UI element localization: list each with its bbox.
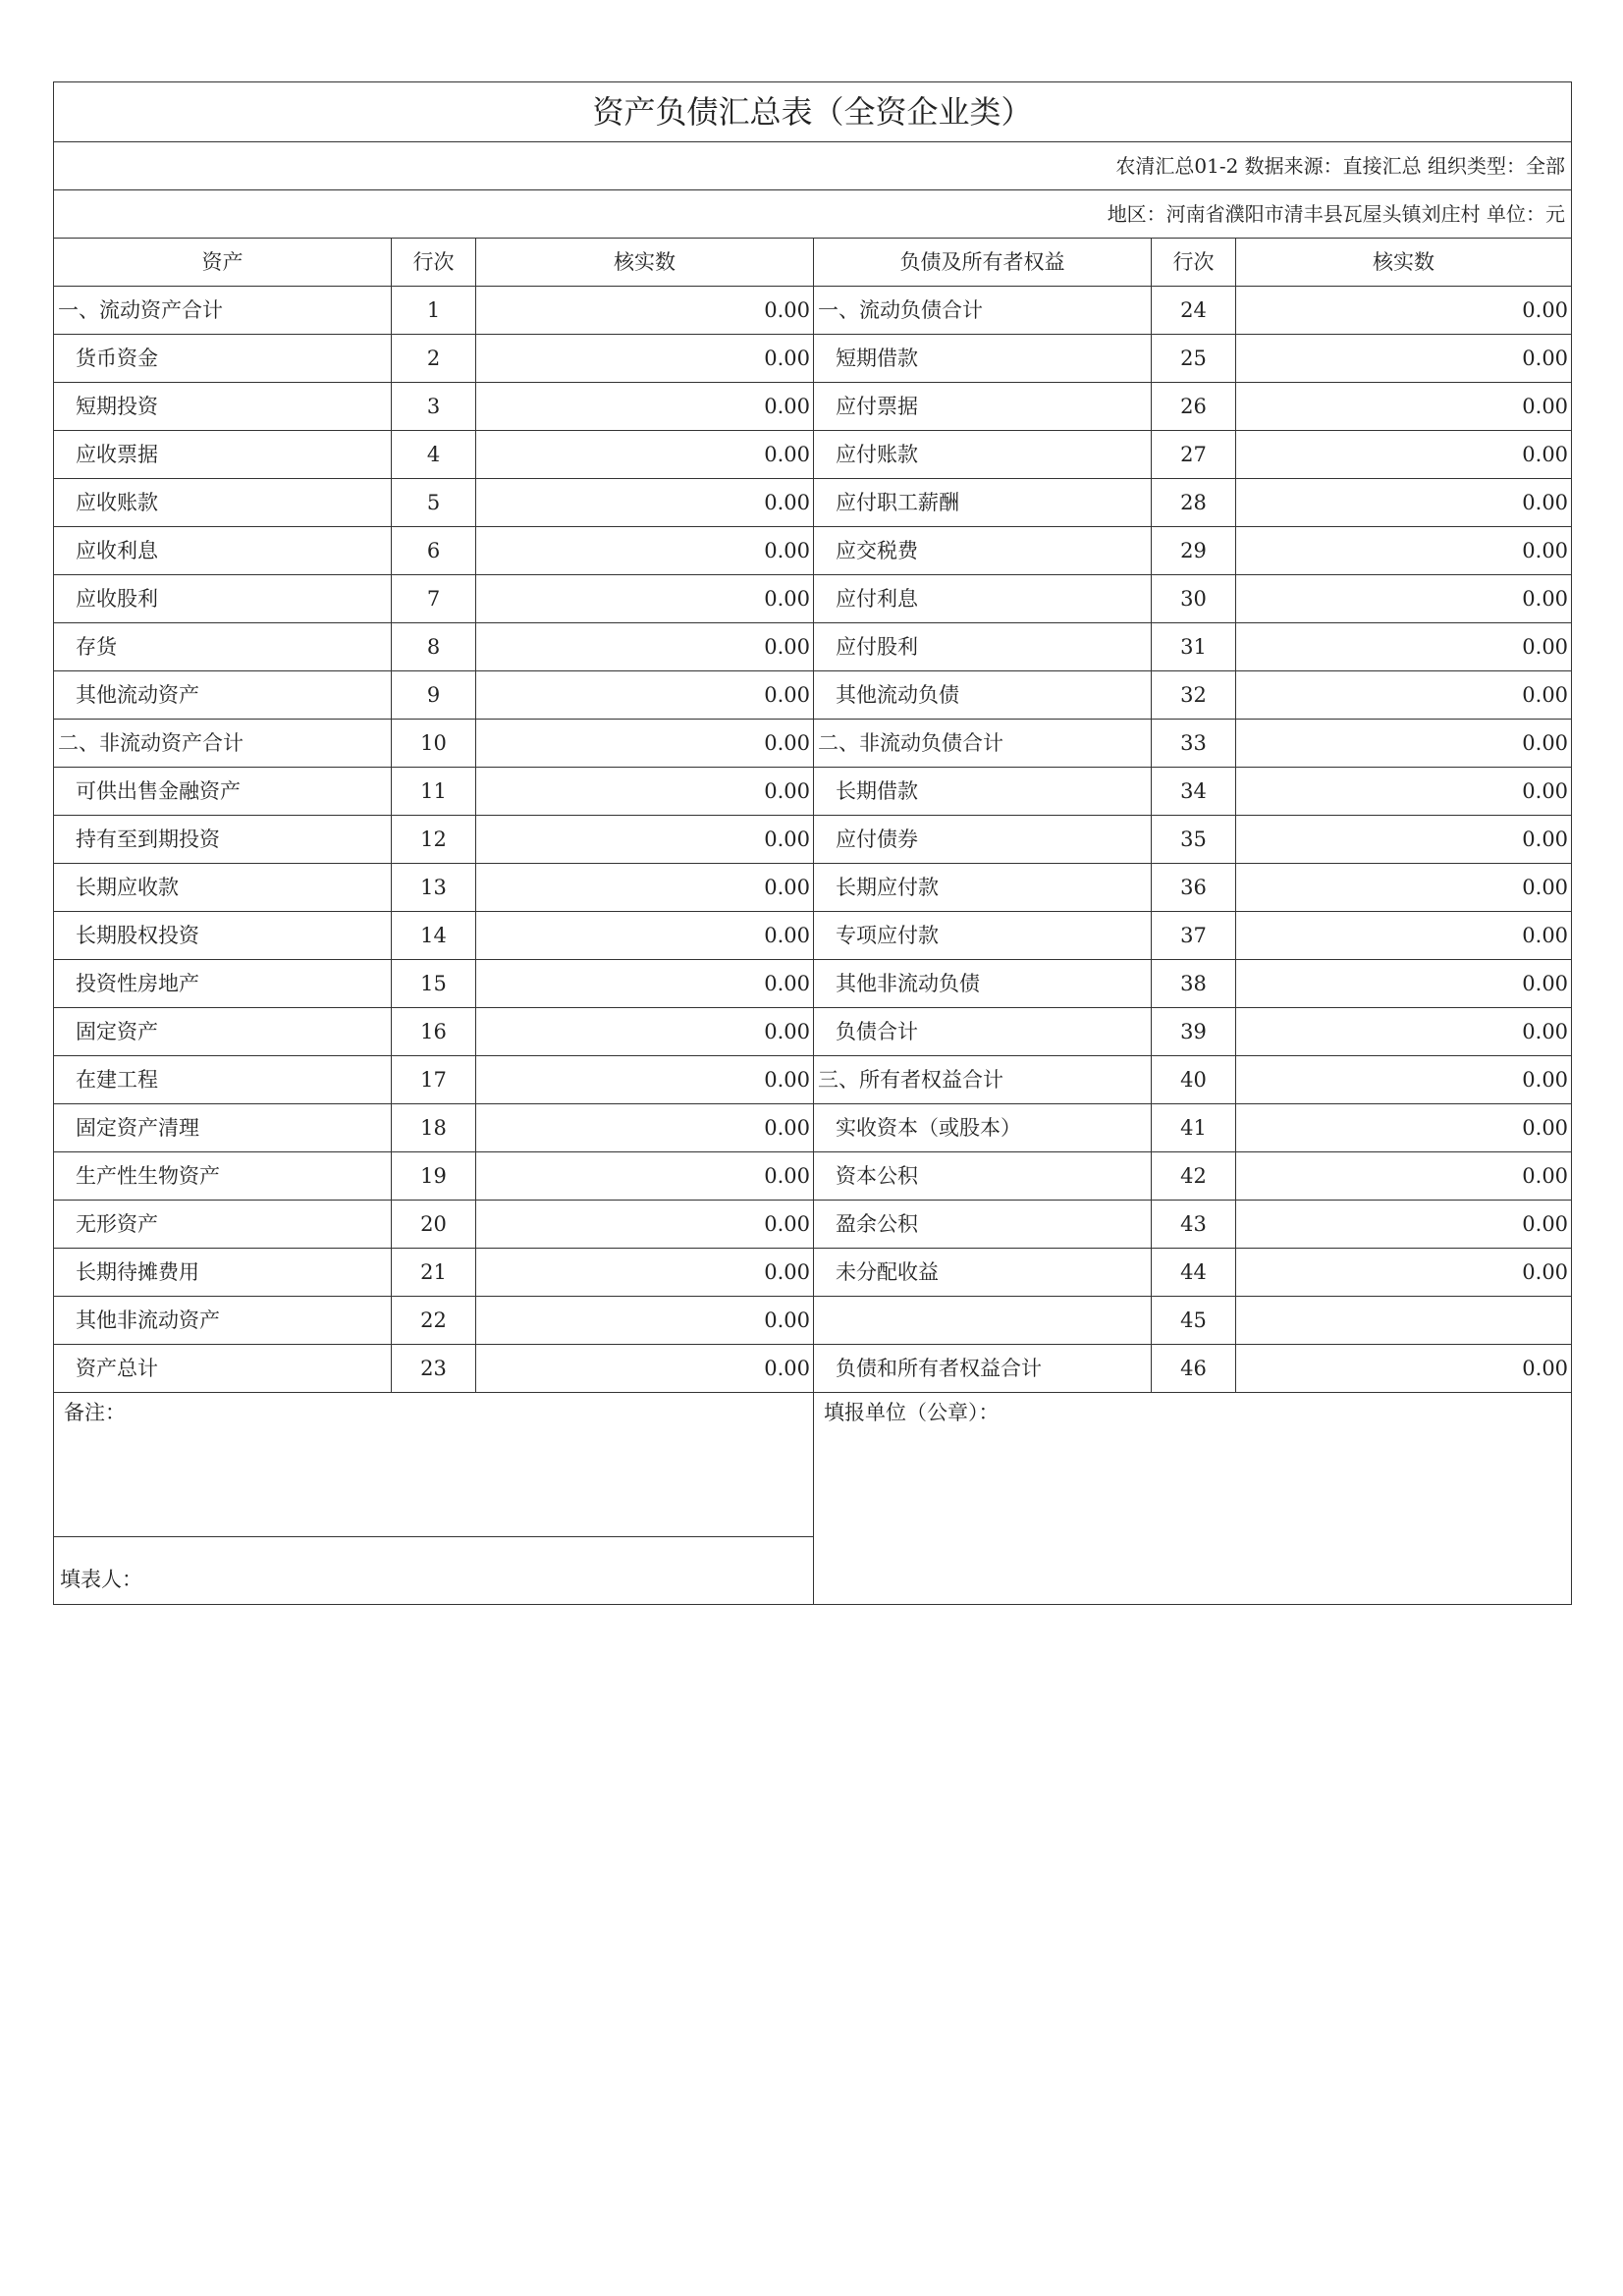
- asset-value: 0.00: [476, 720, 814, 768]
- liability-row-no: 30: [1152, 575, 1236, 623]
- table-row: [54, 671, 1572, 720]
- liability-value: 0.00: [1236, 1345, 1572, 1393]
- liability-label: 应付职工薪酬: [814, 479, 1152, 527]
- liability-label: 应付利息: [814, 575, 1152, 623]
- asset-label: 其他非流动资产: [54, 1297, 392, 1345]
- asset-row-no: 5: [392, 479, 476, 527]
- table-row: [54, 960, 1572, 1008]
- reporting-unit-cell: 填报单位（公章）：: [814, 1393, 1572, 1605]
- liability-row-no: 42: [1152, 1152, 1236, 1201]
- asset-value: 0.00: [476, 1008, 814, 1056]
- asset-row-no: 7: [392, 575, 476, 623]
- table-row: [54, 431, 1572, 479]
- asset-label: 应收票据: [54, 431, 392, 479]
- liability-value: 0.00: [1236, 623, 1572, 671]
- asset-value: 0.00: [476, 1104, 814, 1152]
- liability-label: 应付账款: [814, 431, 1152, 479]
- liability-label: 长期借款: [814, 768, 1152, 816]
- asset-value: 0.00: [476, 1056, 814, 1104]
- table-row: [54, 912, 1572, 960]
- liability-label: 专项应付款: [814, 912, 1152, 960]
- asset-label: 长期股权投资: [54, 912, 392, 960]
- liability-value: 0.00: [1236, 1152, 1572, 1201]
- table-row: [54, 623, 1572, 671]
- asset-row-no: 15: [392, 960, 476, 1008]
- table-row: [54, 1104, 1572, 1152]
- asset-row-no: 19: [392, 1152, 476, 1201]
- asset-value: 0.00: [476, 768, 814, 816]
- asset-value: 0.00: [476, 1297, 814, 1345]
- liability-label: 负债合计: [814, 1008, 1152, 1056]
- table-row: [54, 768, 1572, 816]
- liability-label: 一、流动负债合计: [814, 287, 1152, 335]
- asset-label: 持有至到期投资: [54, 816, 392, 864]
- table-row: [54, 1345, 1572, 1393]
- liability-row-no: 28: [1152, 479, 1236, 527]
- asset-label: 在建工程: [54, 1056, 392, 1104]
- table-row: [54, 479, 1572, 527]
- liability-value: 0.00: [1236, 479, 1572, 527]
- liability-value: 0.00: [1236, 287, 1572, 335]
- asset-value: 0.00: [476, 816, 814, 864]
- asset-value: 0.00: [476, 431, 814, 479]
- liability-row-no: 39: [1152, 1008, 1236, 1056]
- asset-value: 0.00: [476, 287, 814, 335]
- asset-row-no: 11: [392, 768, 476, 816]
- table-row: [54, 335, 1572, 383]
- liability-label: 负债和所有者权益合计: [814, 1345, 1152, 1393]
- liability-value: 0.00: [1236, 864, 1572, 912]
- asset-row-no: 9: [392, 671, 476, 720]
- liability-value: 0.00: [1236, 1201, 1572, 1249]
- asset-value: 0.00: [476, 1201, 814, 1249]
- liability-row-no: 24: [1152, 287, 1236, 335]
- liability-value: 0.00: [1236, 1104, 1572, 1152]
- liability-label: 其他非流动负债: [814, 960, 1152, 1008]
- liability-value: 0.00: [1236, 816, 1572, 864]
- balance-sheet-table: [53, 81, 1572, 1605]
- liability-value: 0.00: [1236, 671, 1572, 720]
- remark-cell: 备注：: [54, 1393, 814, 1537]
- asset-label: 资产总计: [54, 1345, 392, 1393]
- table-row: [54, 527, 1572, 575]
- asset-value: 0.00: [476, 335, 814, 383]
- liability-value: 0.00: [1236, 1056, 1572, 1104]
- liability-value: 0.00: [1236, 431, 1572, 479]
- asset-label: 货币资金: [54, 335, 392, 383]
- liability-value: 0.00: [1236, 1249, 1572, 1297]
- table-row: [54, 864, 1572, 912]
- asset-label: 生产性生物资产: [54, 1152, 392, 1201]
- liability-label: 实收资本（或股本）: [814, 1104, 1152, 1152]
- asset-value: 0.00: [476, 383, 814, 431]
- liability-row-no: 36: [1152, 864, 1236, 912]
- report-region-unit: 地区：河南省濮阳市清丰县瓦屋头镇刘庄村 单位：元: [54, 190, 1572, 239]
- liability-label: 二、非流动负债合计: [814, 720, 1152, 768]
- asset-label: 固定资产: [54, 1008, 392, 1056]
- asset-label: 存货: [54, 623, 392, 671]
- liability-row-no: 38: [1152, 960, 1236, 1008]
- asset-row-no: 1: [392, 287, 476, 335]
- asset-label: 无形资产: [54, 1201, 392, 1249]
- report-source-info: 农清汇总01-2 数据来源：直接汇总 组织类型：全部: [54, 142, 1572, 190]
- asset-row-no: 17: [392, 1056, 476, 1104]
- balance-sheet: [53, 81, 1571, 1605]
- liability-value: 0.00: [1236, 335, 1572, 383]
- table-row: [54, 816, 1572, 864]
- liability-row-no: 34: [1152, 768, 1236, 816]
- header-assets: 资产: [54, 239, 392, 287]
- asset-value: 0.00: [476, 623, 814, 671]
- asset-row-no: 4: [392, 431, 476, 479]
- asset-value: 0.00: [476, 479, 814, 527]
- asset-value: 0.00: [476, 527, 814, 575]
- asset-row-no: 3: [392, 383, 476, 431]
- liability-row-no: 40: [1152, 1056, 1236, 1104]
- asset-row-no: 21: [392, 1249, 476, 1297]
- asset-value: 0.00: [476, 912, 814, 960]
- asset-label: 二、非流动资产合计: [54, 720, 392, 768]
- asset-label: 长期应收款: [54, 864, 392, 912]
- liability-value: 0.00: [1236, 720, 1572, 768]
- asset-row-no: 20: [392, 1201, 476, 1249]
- liability-value: 0.00: [1236, 960, 1572, 1008]
- asset-row-no: 6: [392, 527, 476, 575]
- liability-label: 应付票据: [814, 383, 1152, 431]
- header-verified-2: 核实数: [1236, 239, 1572, 287]
- asset-value: 0.00: [476, 671, 814, 720]
- liability-value: 0.00: [1236, 575, 1572, 623]
- asset-value: 0.00: [476, 864, 814, 912]
- table-row: [54, 1056, 1572, 1104]
- asset-row-no: 8: [392, 623, 476, 671]
- asset-row-no: 23: [392, 1345, 476, 1393]
- filler-cell: 填表人：: [54, 1537, 814, 1605]
- liability-label: 盈余公积: [814, 1201, 1152, 1249]
- table-row: [54, 1249, 1572, 1297]
- header-verified: 核实数: [476, 239, 814, 287]
- liability-row-no: 29: [1152, 527, 1236, 575]
- liability-row-no: 43: [1152, 1201, 1236, 1249]
- asset-label: 应收利息: [54, 527, 392, 575]
- liability-row-no: 45: [1152, 1297, 1236, 1345]
- table-row: [54, 575, 1572, 623]
- asset-row-no: 22: [392, 1297, 476, 1345]
- asset-label: 短期投资: [54, 383, 392, 431]
- header-liabilities: 负债及所有者权益: [814, 239, 1152, 287]
- asset-row-no: 16: [392, 1008, 476, 1056]
- table-row: [54, 1152, 1572, 1201]
- report-title: 资产负债汇总表（全资企业类）: [54, 82, 1572, 142]
- asset-row-no: 13: [392, 864, 476, 912]
- column-header-row: [54, 239, 1572, 287]
- asset-label: 应收账款: [54, 479, 392, 527]
- asset-label: 可供出售金融资产: [54, 768, 392, 816]
- liability-label: 应付股利: [814, 623, 1152, 671]
- liability-value: 0.00: [1236, 383, 1572, 431]
- liability-row-no: 32: [1152, 671, 1236, 720]
- liability-row-no: 33: [1152, 720, 1236, 768]
- liability-value: [1236, 1297, 1572, 1345]
- liability-label: 资本公积: [814, 1152, 1152, 1201]
- liability-label: [814, 1297, 1152, 1345]
- liability-row-no: 44: [1152, 1249, 1236, 1297]
- asset-label: 应收股利: [54, 575, 392, 623]
- header-row-no: 行次: [392, 239, 476, 287]
- table-row: [54, 383, 1572, 431]
- table-row: [54, 1008, 1572, 1056]
- liability-row-no: 41: [1152, 1104, 1236, 1152]
- liability-row-no: 27: [1152, 431, 1236, 479]
- header-row-no-2: 行次: [1152, 239, 1236, 287]
- liability-label: 短期借款: [814, 335, 1152, 383]
- liability-value: 0.00: [1236, 768, 1572, 816]
- liability-label: 应付债券: [814, 816, 1152, 864]
- asset-label: 投资性房地产: [54, 960, 392, 1008]
- asset-value: 0.00: [476, 960, 814, 1008]
- asset-value: 0.00: [476, 1152, 814, 1201]
- asset-row-no: 2: [392, 335, 476, 383]
- asset-label: 其他流动资产: [54, 671, 392, 720]
- liability-label: 未分配收益: [814, 1249, 1152, 1297]
- asset-row-no: 12: [392, 816, 476, 864]
- liability-value: 0.00: [1236, 1008, 1572, 1056]
- liability-label: 其他流动负债: [814, 671, 1152, 720]
- table-row: [54, 720, 1572, 768]
- asset-row-no: 18: [392, 1104, 476, 1152]
- asset-row-no: 14: [392, 912, 476, 960]
- liability-row-no: 35: [1152, 816, 1236, 864]
- asset-value: 0.00: [476, 1345, 814, 1393]
- asset-label: 一、流动资产合计: [54, 287, 392, 335]
- liability-label: 三、所有者权益合计: [814, 1056, 1152, 1104]
- liability-row-no: 37: [1152, 912, 1236, 960]
- liability-row-no: 26: [1152, 383, 1236, 431]
- table-row: [54, 1201, 1572, 1249]
- asset-label: 长期待摊费用: [54, 1249, 392, 1297]
- table-row: [54, 1297, 1572, 1345]
- liability-label: 应交税费: [814, 527, 1152, 575]
- liability-row-no: 46: [1152, 1345, 1236, 1393]
- liability-label: 长期应付款: [814, 864, 1152, 912]
- liability-value: 0.00: [1236, 527, 1572, 575]
- asset-value: 0.00: [476, 575, 814, 623]
- asset-label: 固定资产清理: [54, 1104, 392, 1152]
- table-row: [54, 287, 1572, 335]
- liability-row-no: 31: [1152, 623, 1236, 671]
- asset-row-no: 10: [392, 720, 476, 768]
- liability-row-no: 25: [1152, 335, 1236, 383]
- liability-value: 0.00: [1236, 912, 1572, 960]
- asset-value: 0.00: [476, 1249, 814, 1297]
